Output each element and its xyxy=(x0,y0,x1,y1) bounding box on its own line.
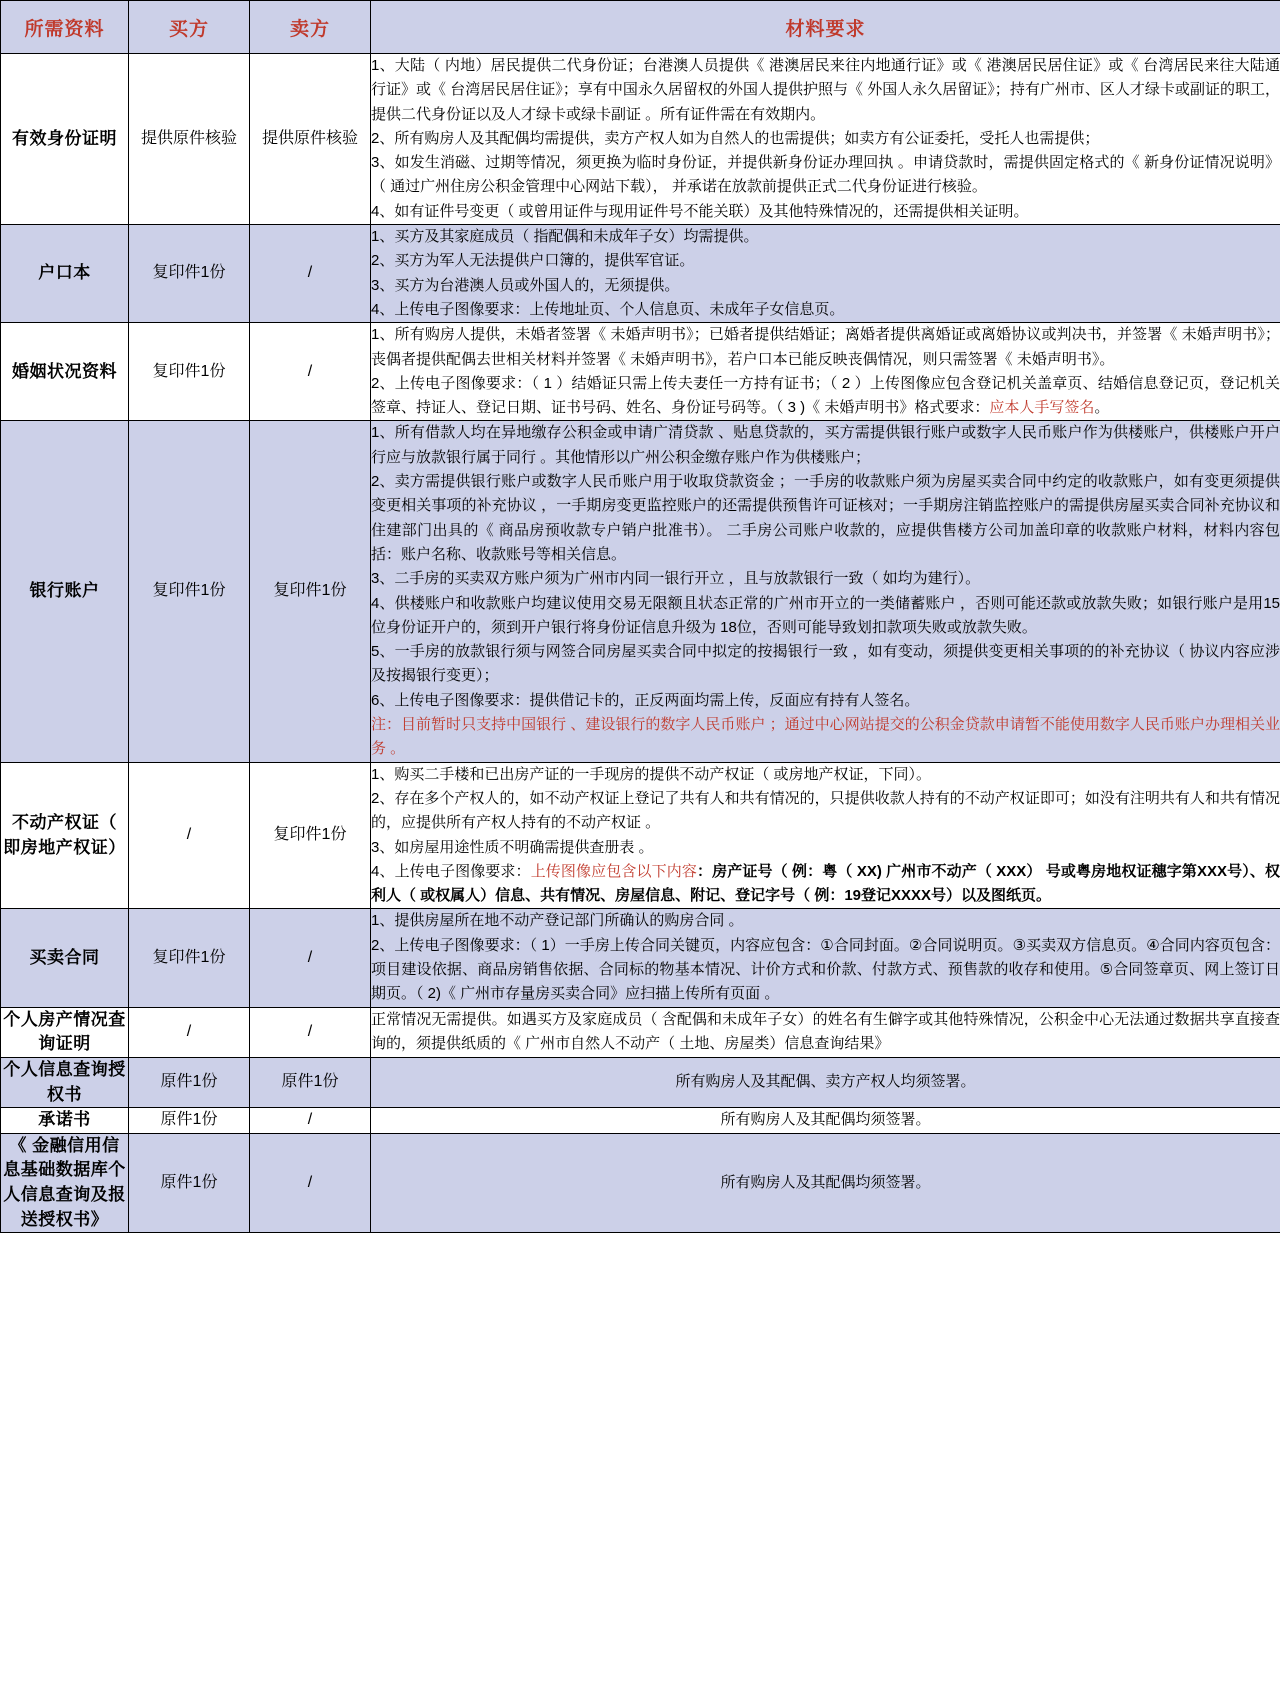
material-requirement-cell xyxy=(371,323,1280,421)
material-requirement-cell xyxy=(371,762,1280,909)
material-requirement-cell xyxy=(371,1133,1280,1233)
seller-requirement-cell: 复印件1份 xyxy=(250,762,371,909)
table-body xyxy=(1,54,1280,1233)
table-row xyxy=(1,421,1280,762)
material-requirement-cell xyxy=(371,1108,1280,1134)
requirement-line xyxy=(371,323,1280,372)
seller-requirement-cell: / xyxy=(250,1108,371,1134)
table-row xyxy=(1,225,1280,323)
buyer-requirement-cell: 复印件1份 xyxy=(129,225,250,323)
requirement-text: 3、如房屋用途性质不明确需提供查册表 。 xyxy=(371,838,654,856)
column-header-requirements: 材料要求 xyxy=(371,1,1280,54)
requirement-text: 2、存在多个产权人的，如不动产权证上登记了共有人和共有情况的，只提供收款人持有的不动产权证即可；如没有注明共有人和共有情况的，应提供所有产权人持有的不动产权证 。 xyxy=(371,789,1280,832)
material-name-cell: 买卖合同 xyxy=(1,909,129,1007)
material-name-cell: 婚姻状况资料 xyxy=(1,323,129,421)
requirement-line xyxy=(371,274,1280,298)
requirement-line xyxy=(371,763,1280,787)
table-row xyxy=(1,1057,1280,1107)
requirement-line xyxy=(371,592,1280,641)
requirement-text: 所有购房人及其配偶均须签署。 xyxy=(720,1173,931,1191)
requirement-text: 2、上传电子图像要求：（ 1）一手房上传合同关键页，内容应包含：①合同封面。②合同说明页。③买卖双方信息页。④合同内容页包含：项目建设依据、商品房销售依据、合同标的物基本情况、计价方式和价款、付款方式、预售款的收存和使用。⑤合同签章页、网上签订日期页。（ 2)《 广州市存量房买卖合同》应扫描上传所有页面 。 xyxy=(371,936,1280,1003)
requirement-text: 1、购买二手楼和已出房产证的一手现房的提供不动产权证（ 或房地产权证，下同）。 xyxy=(371,765,932,783)
requirement-text: 房产证号（ 例：粤（ XX) 广州市不动产（ XXX） 号或粤房地权证穗字第XXX号）、权利人（ 或权属人）信息、共有情况、房屋信息、附记、登记字号（ 例：19登记XXXX号）以及图纸页。 xyxy=(371,862,1280,905)
seller-requirement-cell: 复印件1份 xyxy=(250,421,371,762)
table-header xyxy=(1,1,1280,54)
seller-requirement-cell: / xyxy=(250,1007,371,1057)
buyer-requirement-cell: / xyxy=(129,1007,250,1057)
buyer-requirement-cell: 提供原件核验 xyxy=(129,54,250,225)
requirement-text: 4、如有证件号变更（ 或曾用证件与现用证件号不能关联）及其他特殊情况的，还需提供相关证明。 xyxy=(371,202,1029,220)
requirement-text: 1、所有购房人提供，未婚者签署《 未婚声明书》；已婚者提供结婚证；离婚者提供离婚证或离婚协议或判决书，并签署《 未婚声明书》；丧偶者提供配偶去世相关材料并签署《 未婚声明书》，若户口本已能反映丧偶情况，则只需签署《 未婚声明书》。 xyxy=(371,326,1280,368)
material-requirement-cell xyxy=(371,421,1280,762)
requirement-line xyxy=(371,249,1280,273)
buyer-requirement-cell: 复印件1份 xyxy=(129,323,250,421)
column-header-material-name: 所需资料 xyxy=(1,1,129,54)
column-header-buyer: 买方 xyxy=(129,1,250,54)
requirement-text: 2、上传电子图像要求：（ 1 ）结婚证只需上传夫妻任一方持有证书；（ 2 ）上传图像应包含登记机关盖章页、结婚信息登记页，登记机关签章、持证人、登记日期、证书号码、姓名、身份证号码等。（ 3 )《 未婚声明书》格式要求： xyxy=(371,374,1280,417)
material-name-cell: 个人信息查询授权书 xyxy=(1,1057,129,1107)
seller-requirement-cell: / xyxy=(250,323,371,421)
requirement-text: 3、如发生消磁、过期等情况，须更换为临时身份证，并提供新身份证办理回执 。申请贷款时，需提供固定格式的《 新身份证情况说明》（ 通过广州住房公积金管理中心网站下载）， 并承诺在放款前提供正式二代身份证进行核验。 xyxy=(371,154,1280,196)
material-requirement-cell xyxy=(371,54,1280,225)
requirement-text: 所有购房人及其配偶均须签署。 xyxy=(720,1111,931,1129)
requirement-text: 4、供楼账户和收款账户均建议使用交易无限额且状态正常的广州市开立的一类储蓄账户 ，否则可能还款或放款失败；如银行账户是用15位身份证开户的，须到开户银行将身份证信息升级为 18位，否则可能导致划扣款项失败或放款失败。 xyxy=(371,594,1280,636)
requirement-line xyxy=(371,470,1280,567)
requirement-text: 1、大陆（ 内地）居民提供二代身份证；台港澳人员提供《 港澳居民来往内地通行证》或《 港澳居民居住证》或《 台湾居民来往大陆通行证》或《 台湾居民居住证》；享有中国永久居留权的外国人提供护照与《 外国人永久居留证》；持有广州市、区人才绿卡或副证的职工，提供二代身份证以及人才绿卡或绿卡副证 。所有证件需在有效期内。 xyxy=(371,57,1280,123)
buyer-requirement-cell: 原件1份 xyxy=(129,1057,250,1107)
requirement-text: 1、提供房屋所在地不动产登记部门所确认的购房合同 。 xyxy=(371,912,744,930)
highlighted-text: 注：目前暂时只支持中国银行 、建设银行的数字人民币账户 ；通过中心网站提交的公积金贷款申请暂不能使用数字人民币账户办理相关业务 。 xyxy=(371,716,1280,758)
requirement-line xyxy=(371,1008,1280,1057)
requirement-line xyxy=(371,836,1280,860)
seller-requirement-cell: / xyxy=(250,225,371,323)
highlighted-text: 上传图像应包含以下内容 xyxy=(530,862,698,880)
requirement-text: 正常情况无需提供。如遇买方及家庭成员（ 含配偶和未成年子女）的姓名有生僻字或其他特殊情况，公积金中心无法通过数据共享直接查询的，须提供纸质的《 广州市自然人不动产（ 土地、房屋类）信息查询结果》 xyxy=(371,1010,1280,1053)
requirement-text: 1、买方及其家庭成员（ 指配偶和未成年子女）均需提供。 xyxy=(371,228,759,246)
requirement-text: 。 xyxy=(1094,399,1110,417)
requirement-line xyxy=(371,689,1280,713)
requirement-text: 6、上传电子图像要求：提供借记卡的，正反两面均需上传，反面应有持有人签名。 xyxy=(371,691,920,709)
buyer-requirement-cell: 复印件1份 xyxy=(129,909,250,1007)
material-requirement-cell xyxy=(371,1007,1280,1057)
buyer-requirement-cell: 原件1份 xyxy=(129,1133,250,1233)
requirement-line xyxy=(371,640,1280,689)
requirement-text: 3、买方为台港澳人员或外国人的，无须提供。 xyxy=(371,276,680,294)
requirement-line xyxy=(371,1070,1280,1094)
requirement-line xyxy=(371,934,1280,1007)
requirement-text: 1、所有借款人均在异地缴存公积金或申请广清贷款 、贴息贷款的，买方需提供银行账户或数字人民币账户作为供楼账户，供楼账户开户行应与放款银行属于同行 。其他情形以广州公积金缴存账户作为供楼账户； xyxy=(371,424,1280,466)
header-row xyxy=(1,1,1280,54)
requirement-line xyxy=(371,909,1280,933)
material-name-cell: 有效身份证明 xyxy=(1,54,129,225)
requirement-text: 2、所有购房人及其配偶均需提供，卖方产权人如为自然人的也需提供；如卖方有公证委托，受托人也需提供； xyxy=(371,129,1100,147)
requirement-text: 5、一手房的放款银行须与网签合同房屋买卖合同中拟定的按揭银行一致 ，如有变动，须提供变更相关事项的的补充协议（ 协议内容应涉及按揭银行变更）； xyxy=(371,643,1280,685)
table-row xyxy=(1,323,1280,421)
requirement-line xyxy=(371,372,1280,421)
table-row xyxy=(1,1108,1280,1134)
seller-requirement-cell: 原件1份 xyxy=(250,1057,371,1107)
requirement-line xyxy=(371,298,1280,322)
requirement-line xyxy=(371,151,1280,200)
table-row xyxy=(1,1007,1280,1057)
highlighted-text: 应本人手写签名 xyxy=(989,399,1095,417)
material-name-cell: 银行账户 xyxy=(1,421,129,762)
table-row xyxy=(1,1133,1280,1233)
requirement-text: 所有购房人及其配偶、卖方产权人均须签署。 xyxy=(675,1073,976,1091)
seller-requirement-cell: 提供原件核验 xyxy=(250,54,371,225)
material-name-cell: 承诺书 xyxy=(1,1108,129,1134)
requirement-line xyxy=(371,225,1280,249)
material-requirement-cell xyxy=(371,225,1280,323)
requirement-text: ： xyxy=(697,862,713,880)
requirement-text: 4、上传电子图像要求： xyxy=(371,862,531,880)
material-requirement-cell xyxy=(371,909,1280,1007)
buyer-requirement-cell: / xyxy=(129,762,250,909)
requirement-line xyxy=(371,421,1280,470)
requirement-text: 4、上传电子图像要求：上传地址页、个人信息页、未成年子女信息页。 xyxy=(371,300,845,318)
requirement-line xyxy=(371,787,1280,836)
requirement-line xyxy=(371,1171,1280,1195)
requirement-text: 2、卖方需提供银行账户或数字人民币账户用于收取贷款资金 ；一手房的收款账户须为房屋买卖合同中约定的收款账户，如有变更须提供变更相关事项的补充协议 ，一手期房变更监控账户的还需提供预售许可证核对；一手期房注销监控账户的需提供房屋买卖合同补充协议和住建部门出具的《 商品房预收款专户销户批准书）。 二手房公司账户收款的，应提供售楼方公司加盖印章的收款账户材料，材料内容包括：账户名称、收款账号等相关信息。 xyxy=(371,473,1280,563)
material-name-cell: 《 金融信用信息基础数据库个人信息查询及报送授权书》 xyxy=(1,1133,129,1233)
requirement-line xyxy=(371,127,1280,151)
seller-requirement-cell: / xyxy=(250,1133,371,1233)
seller-requirement-cell: / xyxy=(250,909,371,1007)
buyer-requirement-cell: 复印件1份 xyxy=(129,421,250,762)
requirement-line xyxy=(371,567,1280,591)
requirement-line xyxy=(371,713,1280,762)
requirement-line xyxy=(371,54,1280,127)
table-row xyxy=(1,909,1280,1007)
requirement-line xyxy=(371,1108,1280,1132)
column-header-seller: 卖方 xyxy=(250,1,371,54)
requirement-line xyxy=(371,200,1280,224)
table-row xyxy=(1,54,1280,225)
requirement-text: 3、二手房的买卖双方账户须为广州市内同一银行开立 ，且与放款银行一致（ 如均为建行）。 xyxy=(371,570,981,588)
buyer-requirement-cell: 原件1份 xyxy=(129,1108,250,1134)
table-row xyxy=(1,762,1280,909)
material-name-cell: 个人房产情况查询证明 xyxy=(1,1007,129,1057)
requirement-text: 2、买方为军人无法提供户口簿的，提供军官证。 xyxy=(371,252,695,270)
material-name-cell: 户口本 xyxy=(1,225,129,323)
material-requirement-cell xyxy=(371,1057,1280,1107)
requirement-line xyxy=(371,860,1280,909)
material-name-cell: 不动产权证（ 即房地产权证） xyxy=(1,762,129,909)
